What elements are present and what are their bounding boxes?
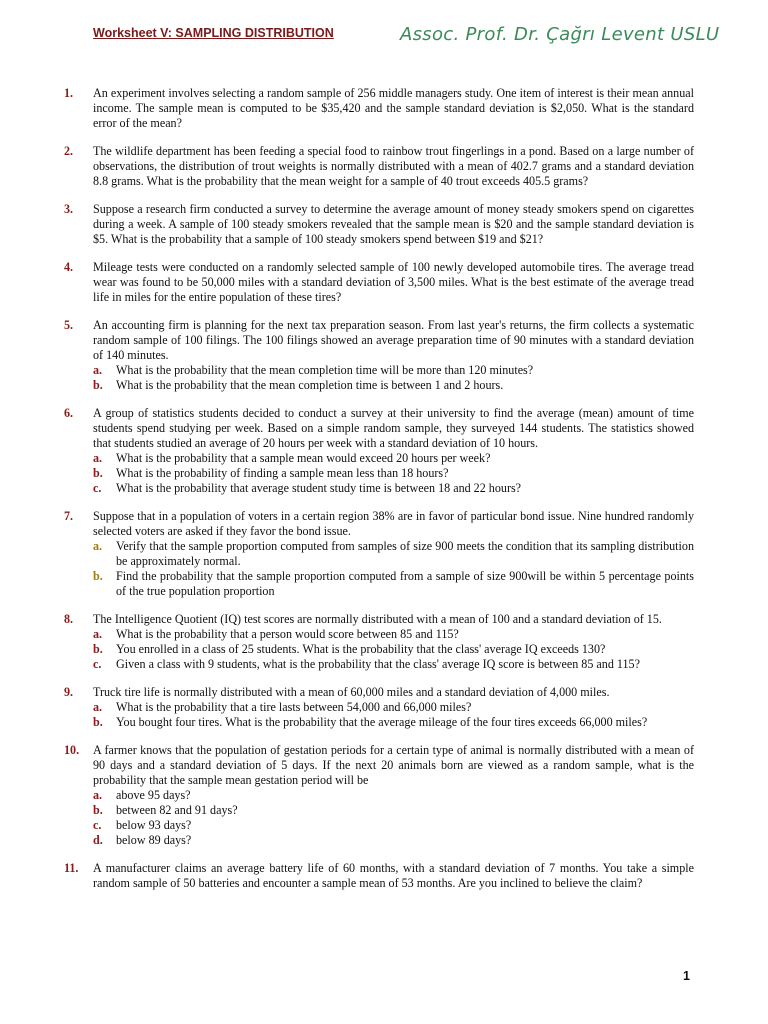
question-text: Suppose a research firm conducted a survey to determine the average amount of money steady smokers spend on cigarettes during a week. A sample of 100 steady smokers revealed that the sample mean is $20 and the sample standard deviation is $5. What is the probability that a sample of 100 steady smokers spend between $19 and $21? [93,202,694,246]
sub-question-label: a. [93,363,103,377]
sub-question [93,378,694,393]
sub-question [93,569,694,599]
question-4 [64,260,694,305]
sub-question [93,803,694,818]
question-8 [64,612,694,672]
question-9 [64,685,694,730]
question-text: Suppose that in a population of voters in a certain region 38% are in favor of particular bond issue. Nine hundred randomly selected voters are asked if they favor the bond issue. [93,509,694,538]
question-text: Mileage tests were conducted on a randomly selected sample of 100 newly developed automobile tires. The average tread wear was found to be 50,000 miles with a standard deviation of 3,500 miles. What is the best estimate of the average tread life in miles for the entire population of these tires? [93,260,694,304]
sub-question-text: below 89 days? [116,833,192,847]
sub-question [93,715,694,730]
question-3 [64,202,694,247]
question-number: 1. [64,86,74,100]
sub-question-label: b. [93,803,103,817]
sub-question-text: below 93 days? [116,818,192,832]
question-list [64,86,694,904]
sub-question-text: above 95 days? [116,788,191,802]
question-text: An accounting firm is planning for the next tax preparation season. From last year's returns, the firm collects a systematic random sample of 100 filings. The 100 filings showed an average preparation time of 90 minutes with a standard deviation of 140 minutes. [93,318,694,362]
question-number: 10. [64,743,80,757]
sub-question [93,539,694,569]
sub-question [93,818,694,833]
question-11 [64,861,694,891]
sub-question-label: d. [93,833,103,847]
sub-question-label: b. [93,642,103,656]
sub-question-label: a. [93,539,103,553]
question-text: A farmer knows that the population of gestation periods for a certain type of animal is normally distributed with a mean of 90 days and a standard deviation of 5 days. If the next 20 animals born are viewed as a random sample, what is the probability that the sample mean gestation period will be [93,743,694,787]
sub-question-text: Find the probability that the sample proportion computed from a sample of size 900will be within 5 percentage points of the true population proportion [116,569,694,598]
question-number: 2. [64,144,74,158]
question-text: The wildlife department has been feeding a special food to rainbow trout fingerlings in a pond. Based on a large number of observations, the distribution of trout weights is normally distributed with a mean of 402.7 grams and a standard deviation 8.8 grams. What is the probability that the mean weight for a sample of 40 trout exceeds 405.5 grams? [93,144,694,188]
sub-question [93,642,694,657]
question-text: The Intelligence Quotient (IQ) test scores are normally distributed with a mean of 100 and a standard deviation of 15. [93,612,662,626]
sub-question [93,363,694,378]
question-number: 5. [64,318,74,332]
question-number: 4. [64,260,74,274]
sub-question [93,627,694,642]
sub-question-label: c. [93,481,102,495]
sub-question [93,700,694,715]
sub-question-label: b. [93,378,103,392]
sub-question [93,657,694,672]
sub-question-label: a. [93,627,103,641]
sub-question-text: What is the probability of finding a sample mean less than 18 hours? [116,466,449,480]
sub-question [93,451,694,466]
sub-question-text: You enrolled in a class of 25 students. What is the probability that the class' average IQ exceeds 130? [116,642,606,656]
author-name: Assoc. Prof. Dr. Çağrı Levent USLU [400,24,720,45]
question-text: Truck tire life is normally distributed with a mean of 60,000 miles and a standard deviation of 4,000 miles. [93,685,610,699]
question-1 [64,86,694,131]
question-2 [64,144,694,189]
question-number: 11. [64,861,79,875]
sub-question-label: b. [93,715,103,729]
sub-question [93,788,694,803]
question-number: 8. [64,612,74,626]
question-text: A manufacturer claims an average battery life of 60 months, with a standard deviation of 7 months. You take a simple random sample of 50 batteries and encounter a sample mean of 53 months. Are you inclined to believe the claim? [93,861,694,890]
sub-question-label: c. [93,657,102,671]
sub-question-text: What is the probability that a tire lasts between 54,000 and 66,000 miles? [116,700,472,714]
question-number: 7. [64,509,74,523]
sub-question [93,466,694,481]
question-10 [64,743,694,848]
sub-question-label: a. [93,451,103,465]
question-text: An experiment involves selecting a random sample of 256 middle managers study. One item of interest is their mean annual income. The sample mean is computed to be $35,420 and the sample standard deviation is $2,050. What is the standard error of the mean? [93,86,694,130]
question-number: 6. [64,406,74,420]
sub-question [93,833,694,848]
question-5 [64,318,694,393]
sub-question-label: b. [93,569,103,583]
question-number: 9. [64,685,74,699]
question-number: 3. [64,202,74,216]
sub-question-text: What is the probability that the mean completion time will be more than 120 minutes? [116,363,534,377]
sub-question-text: What is the probability that average student study time is between 18 and 22 hours? [116,481,522,495]
sub-question-text: You bought four tires. What is the probability that the average mileage of the four tires exceeds 66,000 miles? [116,715,648,729]
sub-question-text: What is the probability that a sample mean would exceed 20 hours per week? [116,451,491,465]
page-number: 1 [683,969,690,983]
question-6 [64,406,694,496]
sub-question-text: What is the probability that a person would score between 85 and 115? [116,627,459,641]
sub-question-label: b. [93,466,103,480]
sub-question-text: Given a class with 9 students, what is the probability that the class' average IQ score is between 85 and 115? [116,657,640,671]
sub-question [93,481,694,496]
sub-question-text: Verify that the sample proportion computed from samples of size 900 meets the condition that its sampling distribution be approximately normal. [116,539,694,568]
sub-question-label: c. [93,818,102,832]
sub-question-label: a. [93,788,103,802]
question-7 [64,509,694,599]
sub-question-text: between 82 and 91 days? [116,803,238,817]
worksheet-title: Worksheet V: SAMPLING DISTRIBUTION [93,26,334,40]
question-text: A group of statistics students decided to conduct a survey at their university to find the average (mean) amount of time students spend studying per week. Based on a simple random sample, they surveyed 144 students. The statistics showed that students studied an average of 20 hours per week with a standard deviation of 10 hours. [93,406,694,450]
sub-question-label: a. [93,700,103,714]
sub-question-text: What is the probability that the mean completion time is between 1 and 2 hours. [116,378,504,392]
